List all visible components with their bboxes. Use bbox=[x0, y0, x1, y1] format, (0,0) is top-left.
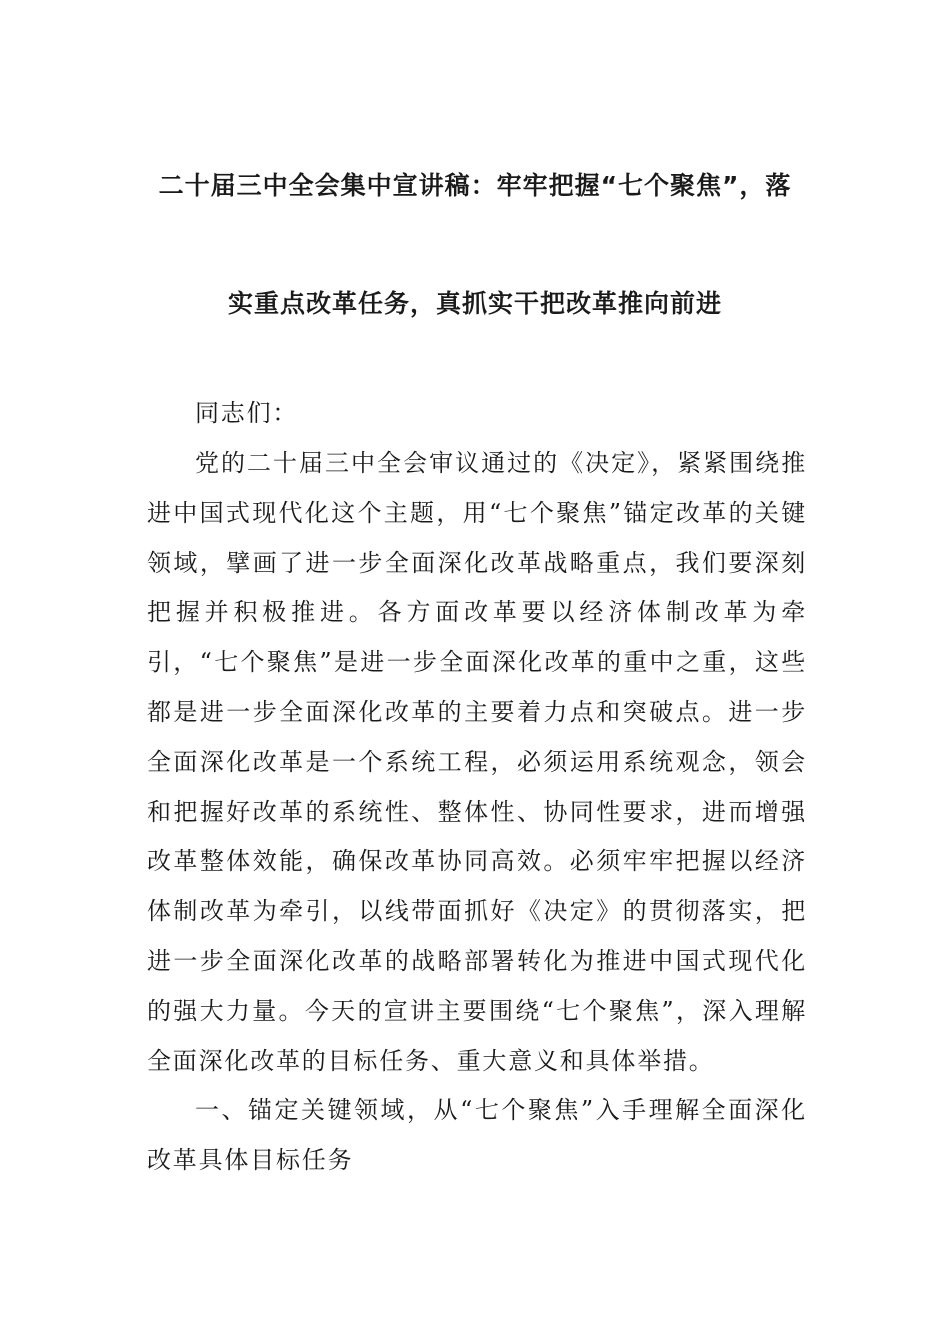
document-title-line-2: 实重点改革任务，真抓实干把改革推向前进 bbox=[227, 289, 722, 318]
body-paragraph: 党的二十届三中全会审议通过的《决定》，紧紧围绕推进中国式现代化这个主题，用“七个聚焦”锚定改革的关键领域，擘画了进一步全面深化改革战略重点，我们要深刻把握并积极推进。各方面改革要以经济体制改革为牵引，“七个聚焦”是进一步全面深化改革的重中之重，这些都是进一步全面深化改革的主要着力点和突破点。进一步全面深化改革是一个系统工程，必须运用系统观念，领会和把握好改革的系统性、整体性、协同性要求，进而增强改革整体效能，确保改革协同高效。必须牢牢把握以经济体制改革为牵引，以线带面抓好《决定》的贯彻落实，把进一步全面深化改革的战略部署转化为推进中国式现代化的强大力量。今天的宣讲主要围绕“七个聚焦”，深入理解全面深化改革的目标任务、重大意义和具体举措。 bbox=[147, 449, 807, 1075]
salutation: 同志们： bbox=[195, 399, 299, 427]
document-title-line-1: 二十届三中全会集中宣讲稿：牢牢把握“七个聚焦”，落 bbox=[158, 171, 792, 200]
section-heading: 一、锚定关键领域，从“七个聚焦”入手理解全面深化改革具体目标任务 bbox=[147, 1096, 807, 1174]
